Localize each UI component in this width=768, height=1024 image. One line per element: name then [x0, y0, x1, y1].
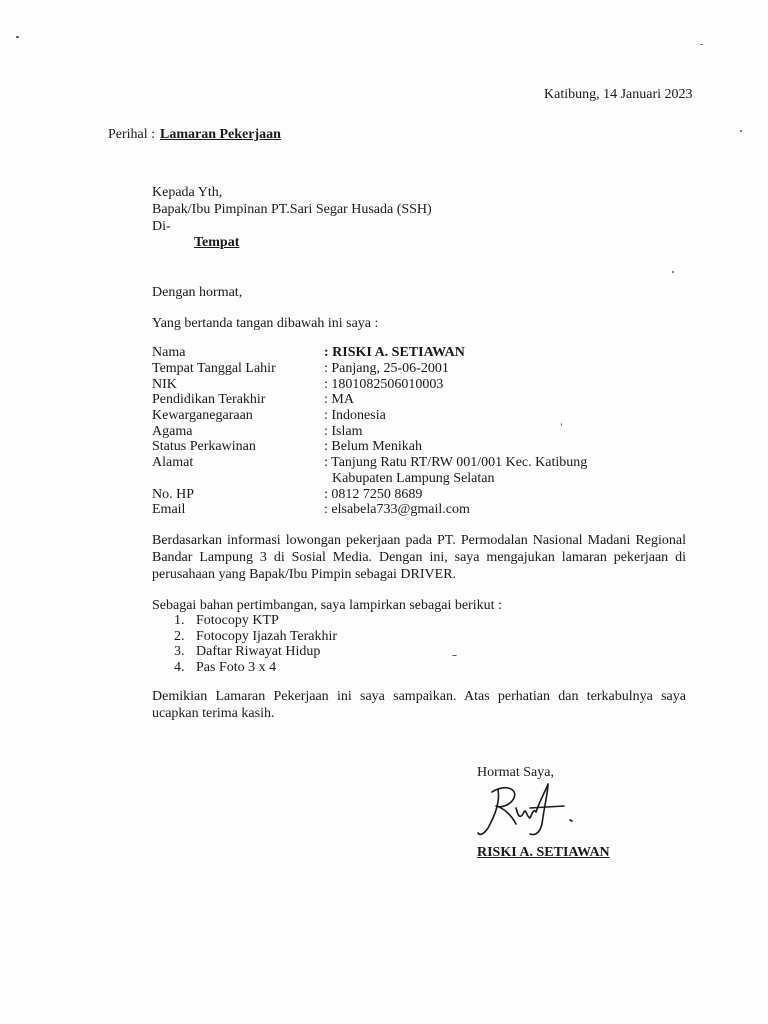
identity-value: : MA	[324, 392, 354, 407]
identity-label: Pendidikan Terakhir	[152, 392, 266, 407]
identity-value: Kabupaten Lampung Selatan	[332, 471, 495, 486]
identity-label: No. HP	[152, 487, 195, 502]
attachments-intro: Sebagai bahan pertimbangan, saya lampirkan sebagai berikut :	[152, 598, 502, 613]
identity-label: Agama	[152, 424, 193, 439]
list-text: Fotocopy KTP	[196, 613, 279, 628]
recipient-line-1: Kepada Yth,	[152, 185, 223, 200]
list-text: Daftar Riwayat Hidup	[196, 644, 321, 659]
greeting: Dengan hormat,	[152, 285, 243, 300]
identity-label: Nama	[152, 345, 186, 360]
scan-speck	[700, 44, 703, 45]
identity-label: Kewarganegaraan	[152, 408, 253, 423]
identity-value: : 0812 7250 8689	[324, 487, 423, 502]
list-text: Fotocopy Ijazah Terakhir	[196, 629, 338, 644]
identity-value: : Tanjung Ratu RT/RW 001/001 Kec. Katibung	[324, 455, 588, 470]
list-number: 1.	[174, 613, 185, 628]
identity-value: : Belum Menikah	[324, 439, 422, 454]
place-date: Katibung, 14 Januari 2023	[544, 87, 693, 102]
body-paragraph-1: Berdasarkan informasi lowongan pekerjaan pada PT. Permodalan Nasional Madani Regional Bandar Lampung 3 di Sosial Media. Dengan ini, saya mengajukan lamaran pekerjaan di perusahaan yang Bapak/Ibu Pimpin sebagai DRIVER.	[152, 533, 686, 582]
identity-label: Email	[152, 502, 186, 517]
identity-value: : RISKI A. SETIAWAN	[324, 345, 465, 360]
scan-speck	[672, 271, 674, 273]
identity-label: Status Perkawinan	[152, 439, 256, 454]
scan-speck	[740, 130, 742, 132]
subject-label: Perihal :	[108, 127, 156, 142]
recipient-line-2: Bapak/Ibu Pimpinan PT.Sari Segar Husada (SSH)	[152, 202, 432, 217]
sign-off: Hormat Saya,	[477, 765, 554, 780]
closing-paragraph: Demikian Lamaran Pekerjaan ini saya sampaikan. Atas perhatian dan terkabulnya saya ucapkan terima kasih.	[152, 689, 686, 721]
identity-label: Alamat	[152, 455, 194, 470]
identity-label: Tempat Tanggal Lahir	[152, 361, 276, 376]
list-number: 4.	[174, 660, 185, 675]
list-number: 2.	[174, 629, 185, 644]
handwritten-signature	[470, 778, 590, 840]
identity-value: : 1801082506010003	[324, 377, 444, 392]
scan-speck	[561, 423, 562, 426]
scan-speck	[452, 655, 457, 656]
identity-value: : elsabela733@gmail.com	[324, 502, 470, 517]
identity-value: : Panjang, 25-06-2001	[324, 361, 449, 376]
subject-value: Lamaran Pekerjaan	[160, 127, 281, 142]
identity-value: : Indonesia	[324, 408, 386, 423]
list-number: 3.	[174, 644, 185, 659]
recipient-place: Tempat	[194, 235, 240, 250]
list-text: Pas Foto 3 x 4	[196, 660, 277, 675]
recipient-line-3: Di-	[152, 219, 171, 234]
scan-speck	[16, 36, 19, 38]
identity-label: NIK	[152, 377, 177, 392]
intro-line: Yang bertanda tangan dibawah ini saya :	[152, 316, 379, 331]
identity-value: : Islam	[324, 424, 363, 439]
signer-name: RISKI A. SETIAWAN	[477, 845, 610, 860]
